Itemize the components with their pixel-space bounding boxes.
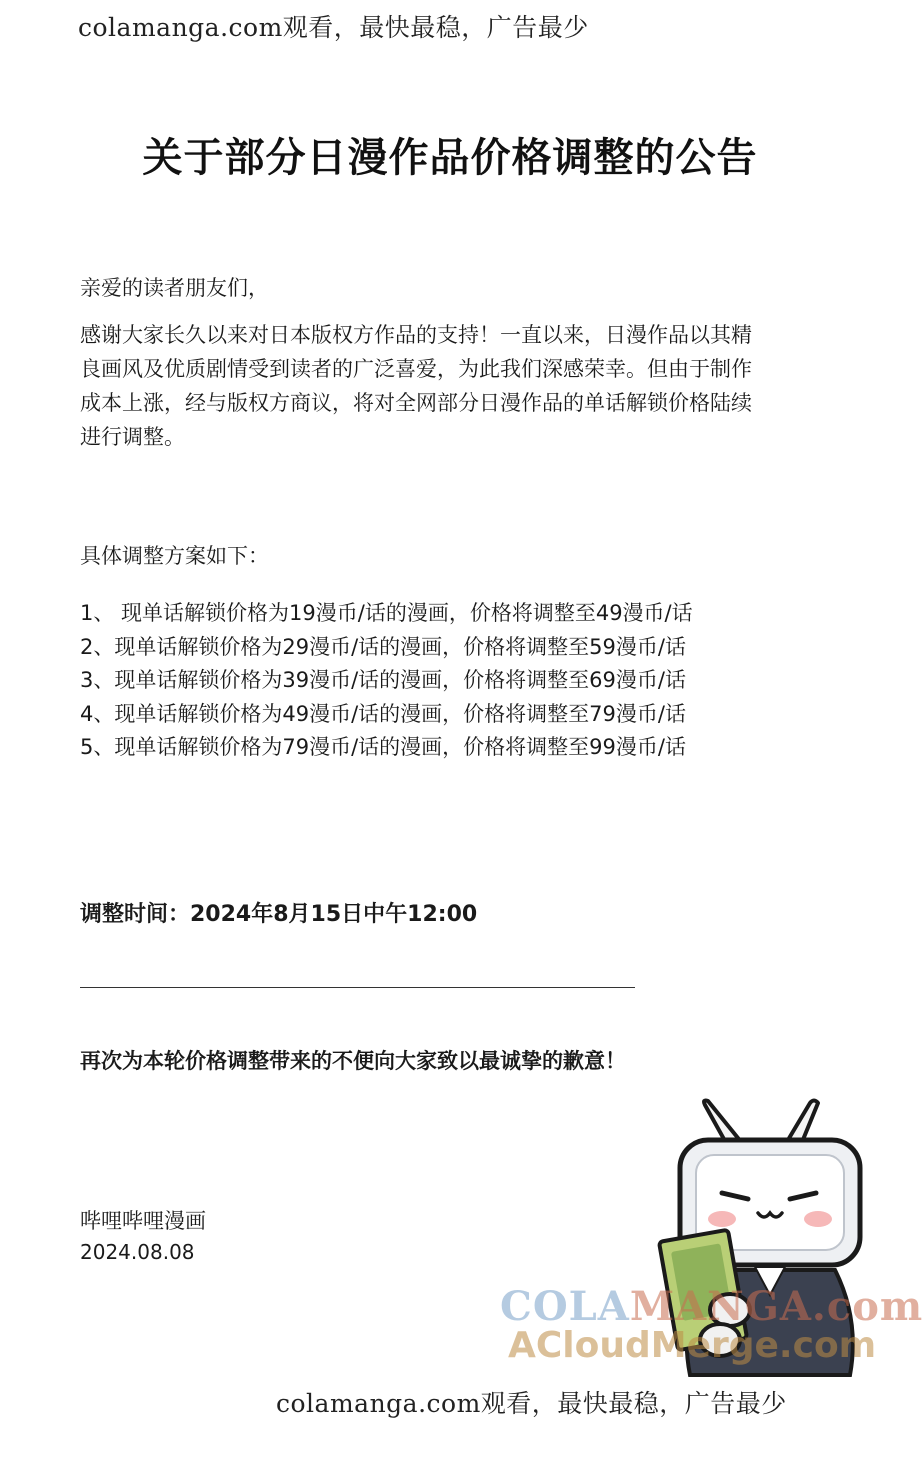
brand-part-b: MANGA [629,1283,812,1330]
plan-list [80,597,693,765]
intro-line: 良画风及优质剧情受到读者的广泛喜爱，为此我们深感荣幸。但由于制作 [80,357,752,381]
page-title: 关于部分日漫作品价格调整的公告 [142,135,758,181]
plan-item: 2、现单话解锁价格为29漫币/话的漫画，价格将调整至59漫币/话 [80,634,686,659]
greeting: 亲爱的读者朋友们， [80,276,269,300]
brand-part-c: .com [811,1283,923,1330]
plan-item: 5、现单话解锁价格为79漫币/话的漫画，价格将调整至99漫币/话 [80,735,686,759]
brand-part-a: COLA [500,1283,630,1330]
intro-line: 成本上涨，经与版权方商议，将对全网部分日漫作品的单话解锁价格陆续 [80,391,752,415]
plan-item: 4、现单话解锁价格为49漫币/话的漫画，价格将调整至79漫币/话 [80,701,686,726]
intro-line: 进行调整。 [80,425,185,449]
signature-name: 哔哩哔哩漫画 [80,1209,206,1233]
apology-text: 再次为本轮价格调整带来的不便向大家致以最诚挚的歉意！ [80,1049,626,1073]
plan-item: 3、现单话解锁价格为39漫币/话的漫画，价格将调整至69漫币/话 [80,668,686,692]
watermark-brand [500,1283,923,1330]
adjust-time: 调整时间：2024年8月15日中午12:00 [80,902,478,927]
intro-paragraph [80,318,820,454]
plan-item: 1、 现单话解锁价格为19漫币/话的漫画，价格将调整至49漫币/话 [80,601,693,625]
divider [80,987,635,988]
watermark-merge: ACloudMerge.com [508,1325,877,1366]
watermark-bottom: colamanga.com观看，最快最稳，广告最少 [276,1389,787,1418]
signature-date: 2024.08.08 [80,1240,195,1264]
plan-title: 具体调整方案如下： [80,544,269,568]
intro-line: 感谢大家长久以来对日本版权方作品的支持！一直以来，日漫作品以其精 [80,323,752,347]
watermark-top: colamanga.com观看，最快最稳，广告最少 [78,13,589,42]
